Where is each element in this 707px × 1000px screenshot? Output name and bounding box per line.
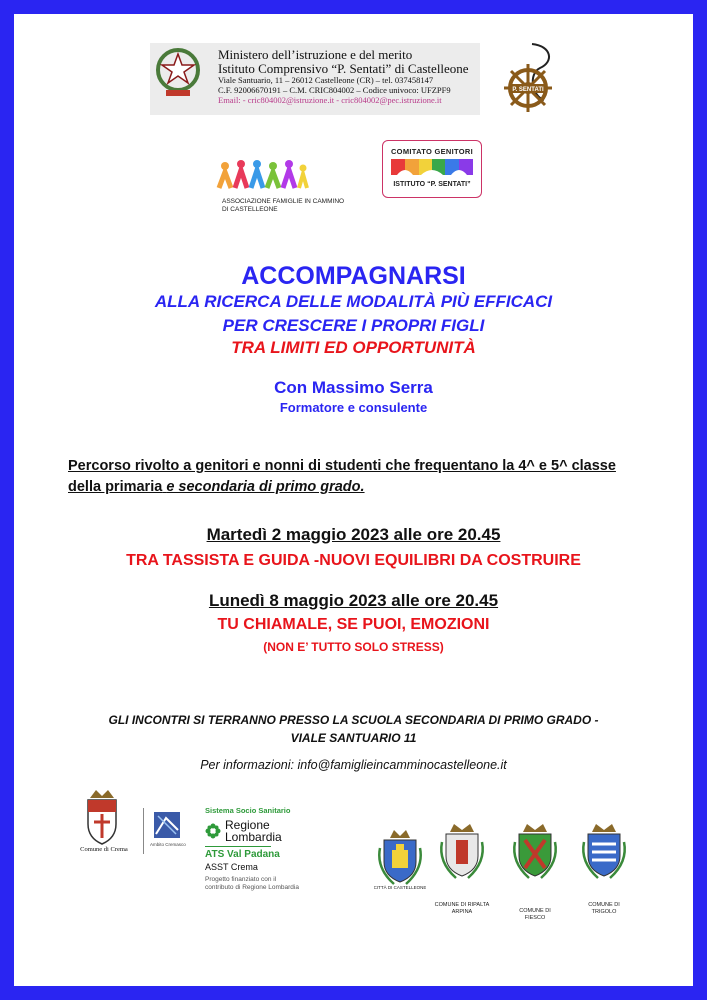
region-name: [225, 819, 282, 843]
info-label: Per informazioni:: [200, 758, 294, 772]
footer-divider: [143, 808, 144, 854]
session-1-date: Martedì 2 maggio 2023 alle ore 20.45: [206, 525, 501, 544]
trigolo-coat-of-arms-icon: [578, 822, 630, 884]
ambito-label: Ambito Cremasco: [150, 842, 186, 847]
region-separator: [205, 846, 271, 847]
rainbow-bridge-icon: [391, 159, 473, 175]
lombardia-rose-icon: [205, 823, 221, 839]
session-2-date: Lunedì 8 maggio 2023 alle ore 20.45: [208, 591, 499, 610]
region-system-label: Sistema Socio Sanitario: [205, 806, 291, 815]
intro-main-text: Percorso rivolto a genitori e nonni di studenti che frequentano la 4^ e 5^ classe della primaria: [68, 458, 616, 496]
fiesco-label: COMUNE DI FIESCO: [519, 908, 551, 921]
asst-label: ASST Crema: [205, 862, 258, 872]
fiesco-coat-of-arms-icon: [509, 822, 561, 884]
event-subtitle-2: PER CRESCERE I PROPRI FIGLI: [222, 316, 485, 335]
ministry-line-4: C.F. 92006670191 – C.M. CRIC804002 – Codice univoco: UFZPF9: [218, 85, 451, 96]
session-2-note: (NON E’ TUTTO SOLO STRESS): [263, 640, 444, 654]
comitato-genitori-logo: [382, 140, 482, 198]
italian-republic-emblem-icon: [154, 46, 202, 98]
crema-label: Comune di Crema: [80, 846, 128, 853]
info-email: info@famiglieincamminocastelleone.it: [297, 758, 507, 772]
school-wheel-logo-icon: [492, 40, 564, 118]
ministry-line-1: Ministero dell’istruzione e del merito: [218, 47, 413, 62]
ministry-line-5: Email: - cric804002@istruzione.it - cric804002@pec.istruzione.it: [218, 95, 442, 106]
speaker-role: Formatore e consulente: [279, 400, 428, 415]
castelleone-label: CITTÀ DI CASTELLEONE: [374, 885, 426, 890]
association-name: ASSOCIAZIONE FAMIGLIE IN CAMMINO DI CASTELLEONE: [222, 198, 345, 214]
intro-paragraph: [68, 456, 648, 498]
info-line: [0, 758, 707, 772]
ministry-line-3: Viale Santuario, 11 – 26012 Castelleone (CR) – tel. 037458147: [218, 75, 434, 86]
crema-coat-of-arms-icon: [80, 788, 124, 846]
ats-label: ATS Val Padana: [205, 849, 280, 860]
trigolo-label: COMUNE DI TRIGOLO: [588, 902, 620, 915]
event-subtitle-3: TRA LIMITI ED OPPORTUNITÀ: [231, 338, 476, 357]
event-subtitle-1: ALLA RICERCA DELLE MODALITÀ PIÙ EFFICACI: [154, 292, 553, 311]
funding-note: Progetto finanziato con il contributo di Regione Lombardia: [205, 875, 299, 891]
session-2-title: TU CHIAMALE, SE PUOI, EMOZIONI: [217, 616, 490, 633]
ministry-text: [218, 48, 469, 105]
region-name-line-1: Regione: [225, 818, 270, 832]
comitato-title: COMITATO GENITORI: [390, 147, 474, 156]
region-name-line-2: Lombardia: [225, 830, 282, 844]
regione-lombardia-block: [205, 806, 300, 891]
speaker-name: Con Massimo Serra: [274, 378, 433, 397]
ripalta-arpina-coat-of-arms-icon: [436, 822, 488, 884]
castelleone-coat-of-arms-icon: [374, 828, 426, 890]
intro-italic-text: e secondaria di primo grado.: [166, 479, 365, 496]
comitato-subtitle: ISTITUTO “P. SENTATI”: [393, 181, 471, 188]
school-badge-text: P. SENTATI: [512, 87, 544, 93]
ambito-cremasco-logo-icon: [152, 810, 182, 840]
ministry-line-2: Istituto Comprensivo “P. Sentati” di Castelleone: [218, 60, 469, 76]
ripalta-label: COMUNE DI RIPALTA ARPINA: [434, 902, 490, 915]
event-title: ACCOMPAGNARSI: [241, 262, 466, 290]
session-1-title: TRA TASSISTA E GUIDA -NUOVI EQUILIBRI DA COSTRUIRE: [126, 552, 581, 569]
association-figures-logo-icon: [215, 158, 310, 193]
location-notice: GLI INCONTRI SI TERRANNO PRESSO LA SCUOLA SECONDARIA DI PRIMO GRADO - VIALE SANTUARIO 11: [108, 713, 599, 745]
